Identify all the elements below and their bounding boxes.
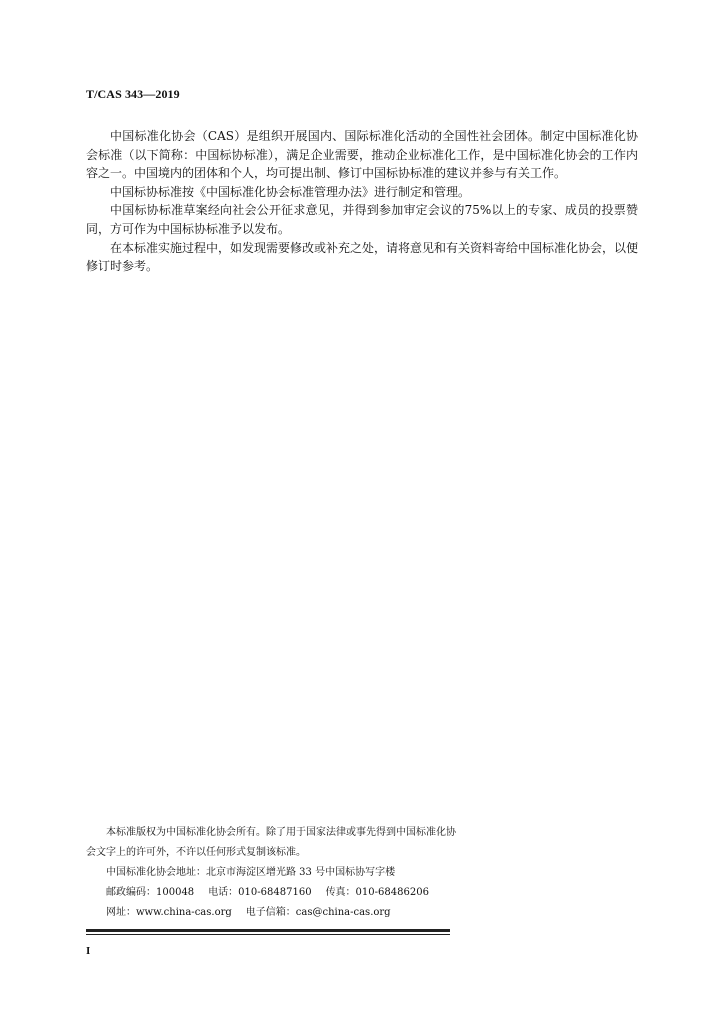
email: 电子信箱：cas@china-cas.org xyxy=(245,907,391,918)
association-address: 中国标准化协会地址：北京市海淀区增光路 33 号中国标协写字楼 xyxy=(106,867,396,878)
phone-fax-line xyxy=(86,883,456,903)
footer-rule-thick xyxy=(86,929,450,932)
foreword-paragraph: 在本标准实施过程中，如发现需要修改或补充之处，请将意见和有关资料寄给中国标准化协会，以便修订时参考。 xyxy=(86,240,639,274)
website: 网址：www.china-cas.org xyxy=(106,907,232,918)
foreword-paragraph: 中国标协标准草案经向社会公开征求意见，并得到参加审定会议的75%以上的专家、成员的投票赞同，方可作为中国标协标准予以发布。 xyxy=(86,203,638,236)
foreword-paragraph: 中国标准化协会（CAS）是组织开展国内、国际标准化活动的全国性社会团体。制定中国标准化协会标准（以下简称：中国标协标准），满足企业需要，推动企业标准化工作，是中国标准化协会的工作内容之一。中国境内的团体和个人，均可提出制、修订中国标协标准的建议并参与有关工作。 xyxy=(86,129,638,181)
copyright-notice xyxy=(86,823,456,923)
phone: 电话：010-68487160 xyxy=(208,887,312,898)
web-email-line xyxy=(86,903,456,923)
fax: 传真：010-68486206 xyxy=(325,887,429,898)
foreword-paragraph: 中国标协标准按《中国标准化协会标准管理办法》进行制定和管理。 xyxy=(110,184,471,199)
page-number: I xyxy=(86,945,91,957)
footer-rule-thin xyxy=(86,934,450,935)
foreword-section xyxy=(86,127,638,276)
copyright-statement: 本标准版权为中国标准化协会所有。除了用于国家法律或事先得到中国标准化协会文字上的许可外，不许以任何形式复制该标准。 xyxy=(86,827,456,858)
standard-code: T/CAS 343—2019 xyxy=(86,87,180,101)
postcode: 邮政编码：100048 xyxy=(106,887,195,898)
